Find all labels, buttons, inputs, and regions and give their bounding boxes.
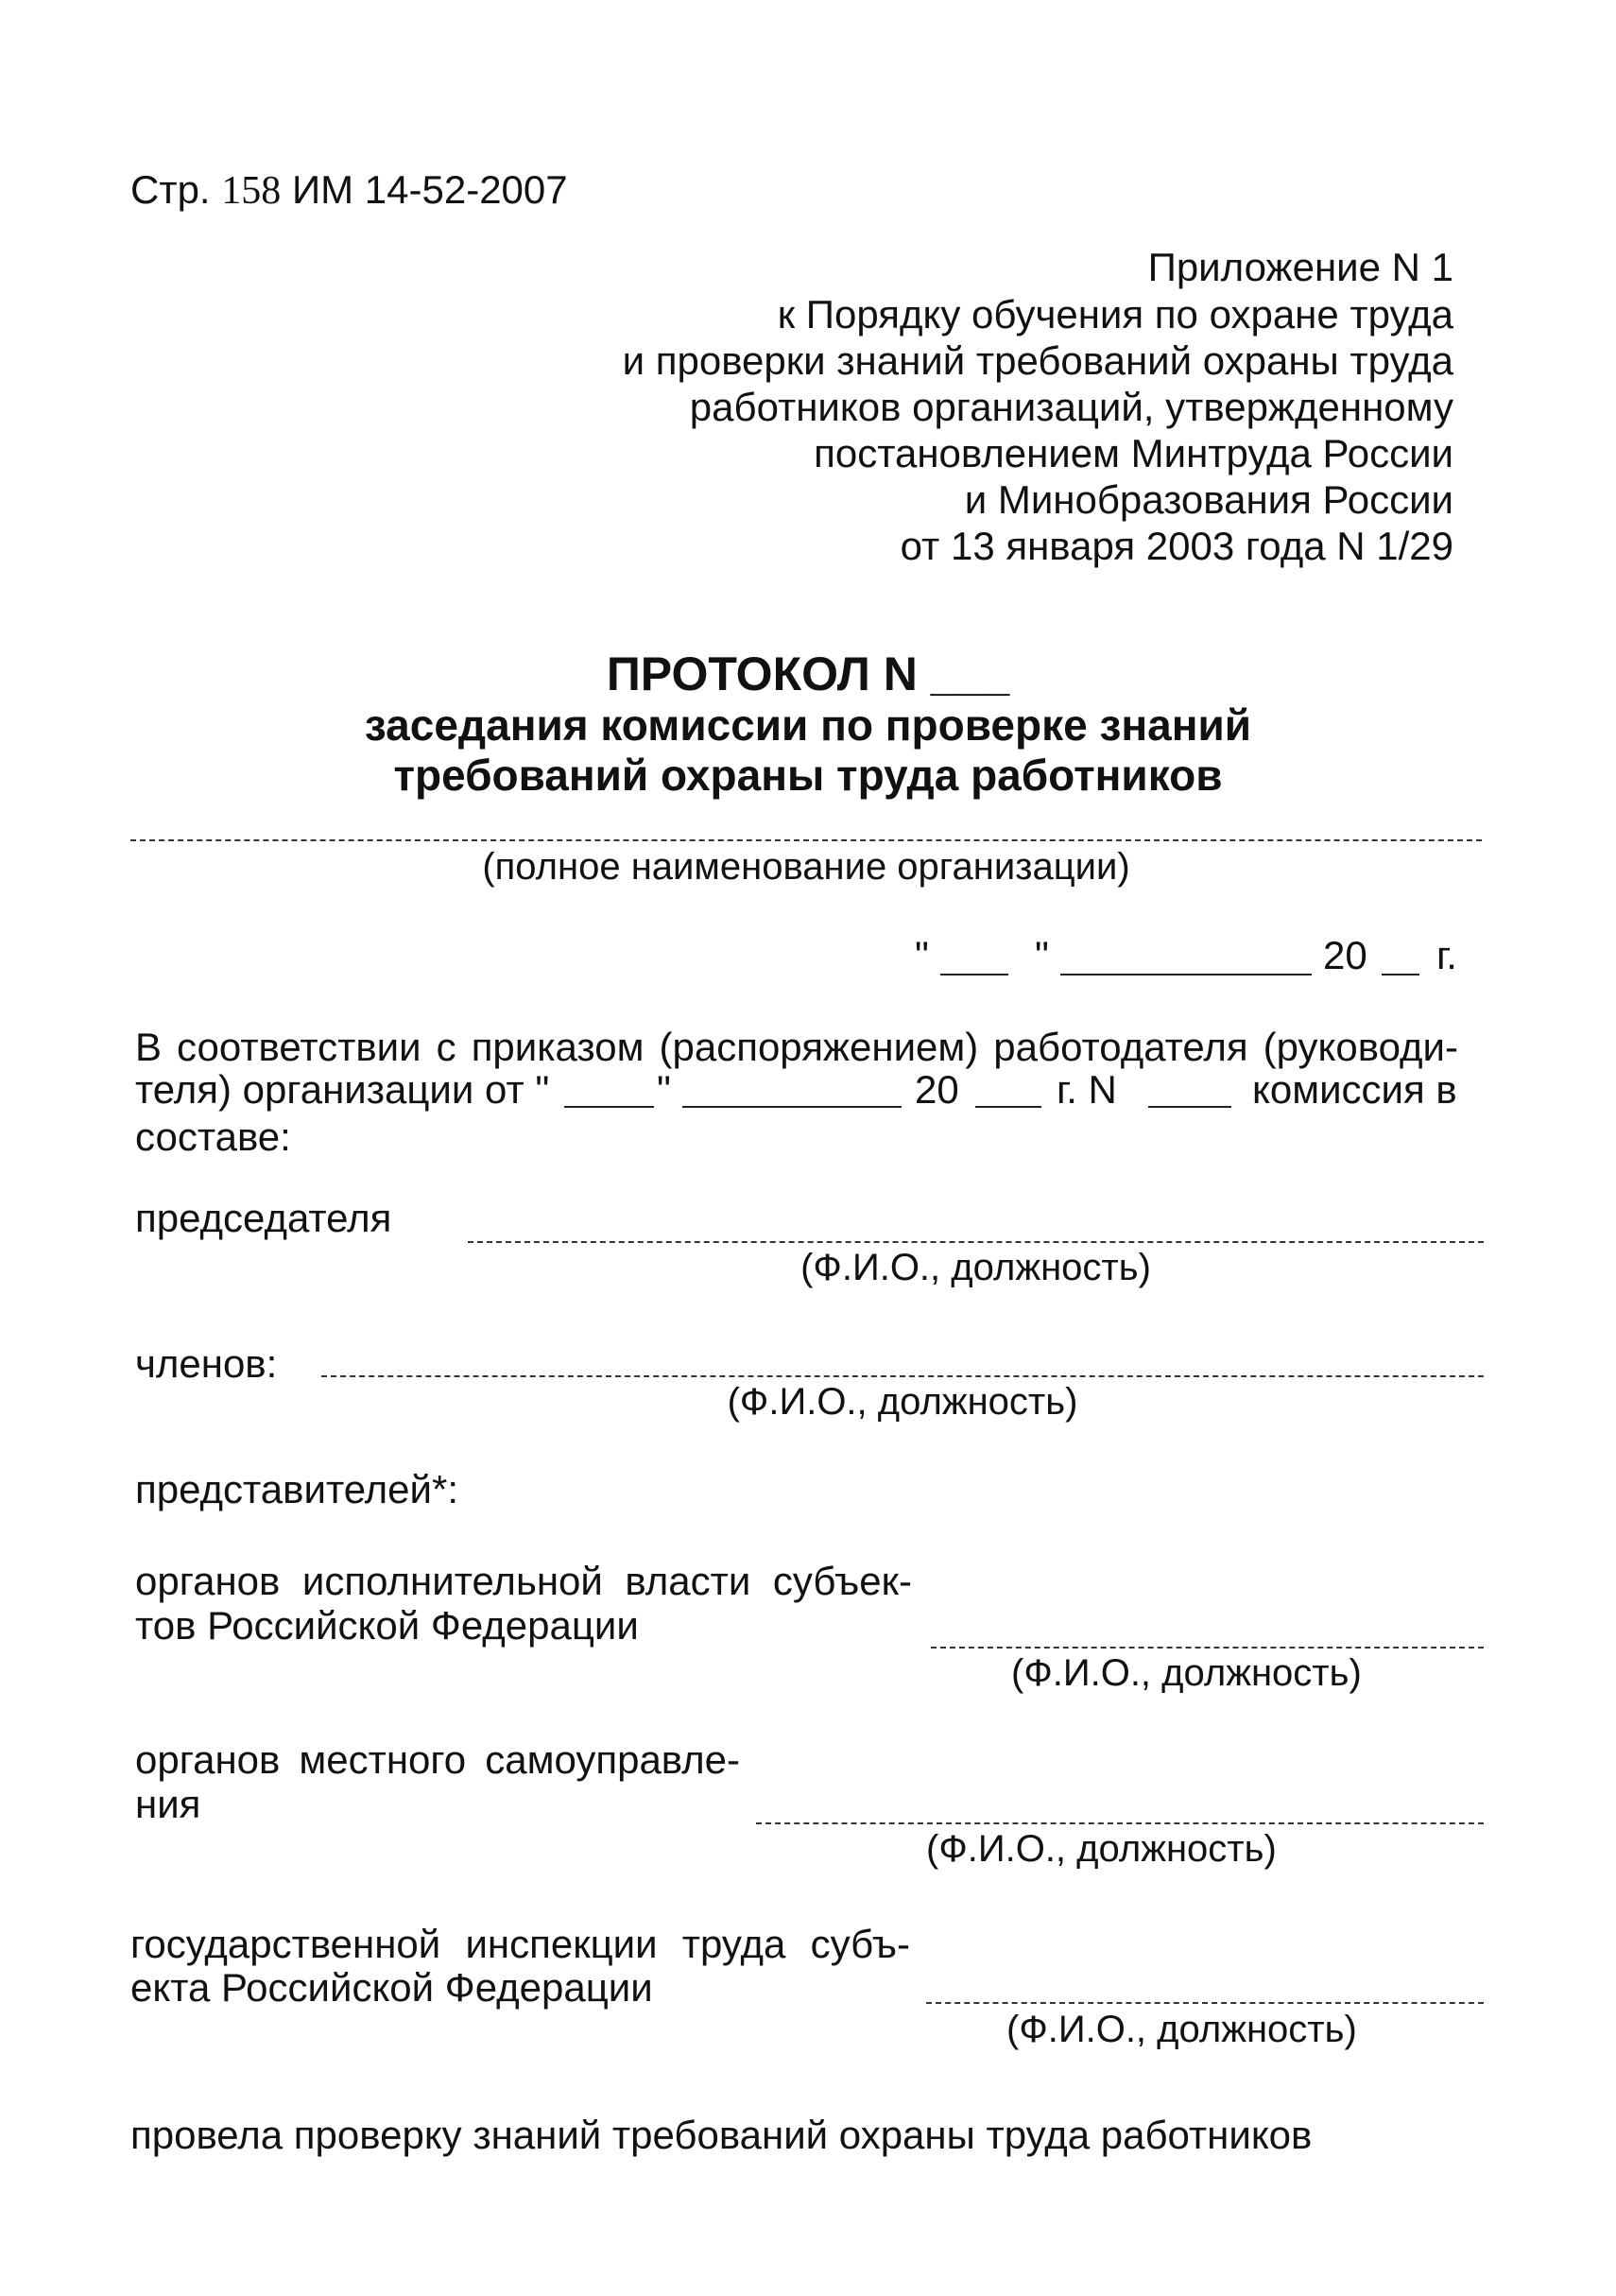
intro-line-2-quote: " — [657, 1067, 671, 1112]
order-year-prefix: 20 — [915, 1067, 959, 1112]
appendix-line-3: и проверки знаний требований охраны труда — [622, 338, 1453, 383]
appendix-line-6: и Минобразования России — [964, 477, 1453, 522]
order-number-blank — [1148, 1106, 1231, 1108]
date-quote-close: " — [1035, 933, 1049, 977]
executive-line — [931, 1647, 1484, 1649]
local-label-line-1: органов местного самоуправле- — [135, 1737, 740, 1782]
date-year-suffix: г. — [1436, 933, 1457, 977]
appendix-line-7: от 13 января 2003 года N 1/29 — [900, 524, 1453, 568]
members-caption: (Ф.И.О., должность) — [727, 1381, 1078, 1423]
order-year-blank — [975, 1106, 1041, 1108]
intro-line-3: составе: — [135, 1114, 291, 1159]
page-prefix: Стр. — [130, 167, 211, 212]
order-day-blank — [564, 1106, 654, 1108]
local-caption: (Ф.И.О., должность) — [926, 1828, 1277, 1870]
date-year-prefix: 20 — [1323, 933, 1367, 977]
protocol-title: ПРОТОКОЛ N ___ — [606, 647, 1010, 700]
order-number-label: г. N — [1057, 1067, 1117, 1112]
date-year-blank — [1382, 974, 1419, 975]
members-line — [321, 1375, 1484, 1377]
inspection-line — [926, 2002, 1484, 2004]
doc-code: ИМ 14-52-2007 — [291, 167, 568, 212]
appendix-line-2: к Порядку обучения по охране труда — [777, 292, 1453, 337]
intro-line-1: В соответствии с приказом (распоряжением) работодателя (руководи- — [135, 1025, 1458, 1069]
inspection-caption: (Ф.И.О., должность) — [1006, 2009, 1357, 2050]
members-label: членов: — [135, 1341, 278, 1386]
executive-label-line-2: тов Российской Федерации — [135, 1603, 639, 1648]
date-month-blank — [1060, 974, 1312, 975]
appendix-line-5: постановлением Минтруда России — [814, 431, 1453, 475]
date-day-blank — [940, 974, 1008, 975]
page-header — [130, 167, 568, 213]
organization-caption: (полное наименование организации) — [482, 846, 1130, 888]
local-line — [756, 1822, 1484, 1824]
organization-name-line — [130, 839, 1482, 841]
executive-caption: (Ф.И.О., должность) — [1011, 1652, 1362, 1694]
local-label-line-2: ния — [135, 1782, 201, 1826]
protocol-subtitle-2: требований охраны труда работников — [393, 751, 1223, 800]
intro-line-2-end: комиссия в — [1252, 1067, 1457, 1112]
chairman-line — [468, 1241, 1484, 1243]
page-number: 158 — [221, 169, 282, 213]
date-quote-open: " — [915, 933, 929, 977]
appendix-line-4: работников организаций, утвержденному — [689, 385, 1453, 429]
executive-label-line-1: органов исполнительной власти субъек- — [135, 1559, 912, 1603]
intro-line-2-start: теля) организации от " — [135, 1067, 550, 1112]
inspection-label-line-1: государственной инспекции труда субъ- — [130, 1922, 910, 1966]
appendix-line-1: Приложение N 1 — [1147, 245, 1453, 289]
protocol-subtitle-1: заседания комиссии по проверке знаний — [364, 700, 1252, 750]
chairman-label: председателя — [135, 1196, 392, 1240]
inspection-label-line-2: екта Российской Федерации — [130, 1965, 653, 2010]
closing-text: провела проверку знаний требований охраны труда работников — [130, 2113, 1313, 2157]
chairman-caption: (Ф.И.О., должность) — [800, 1247, 1151, 1288]
order-month-blank — [682, 1106, 902, 1108]
representatives-label: представителей*: — [135, 1467, 459, 1511]
